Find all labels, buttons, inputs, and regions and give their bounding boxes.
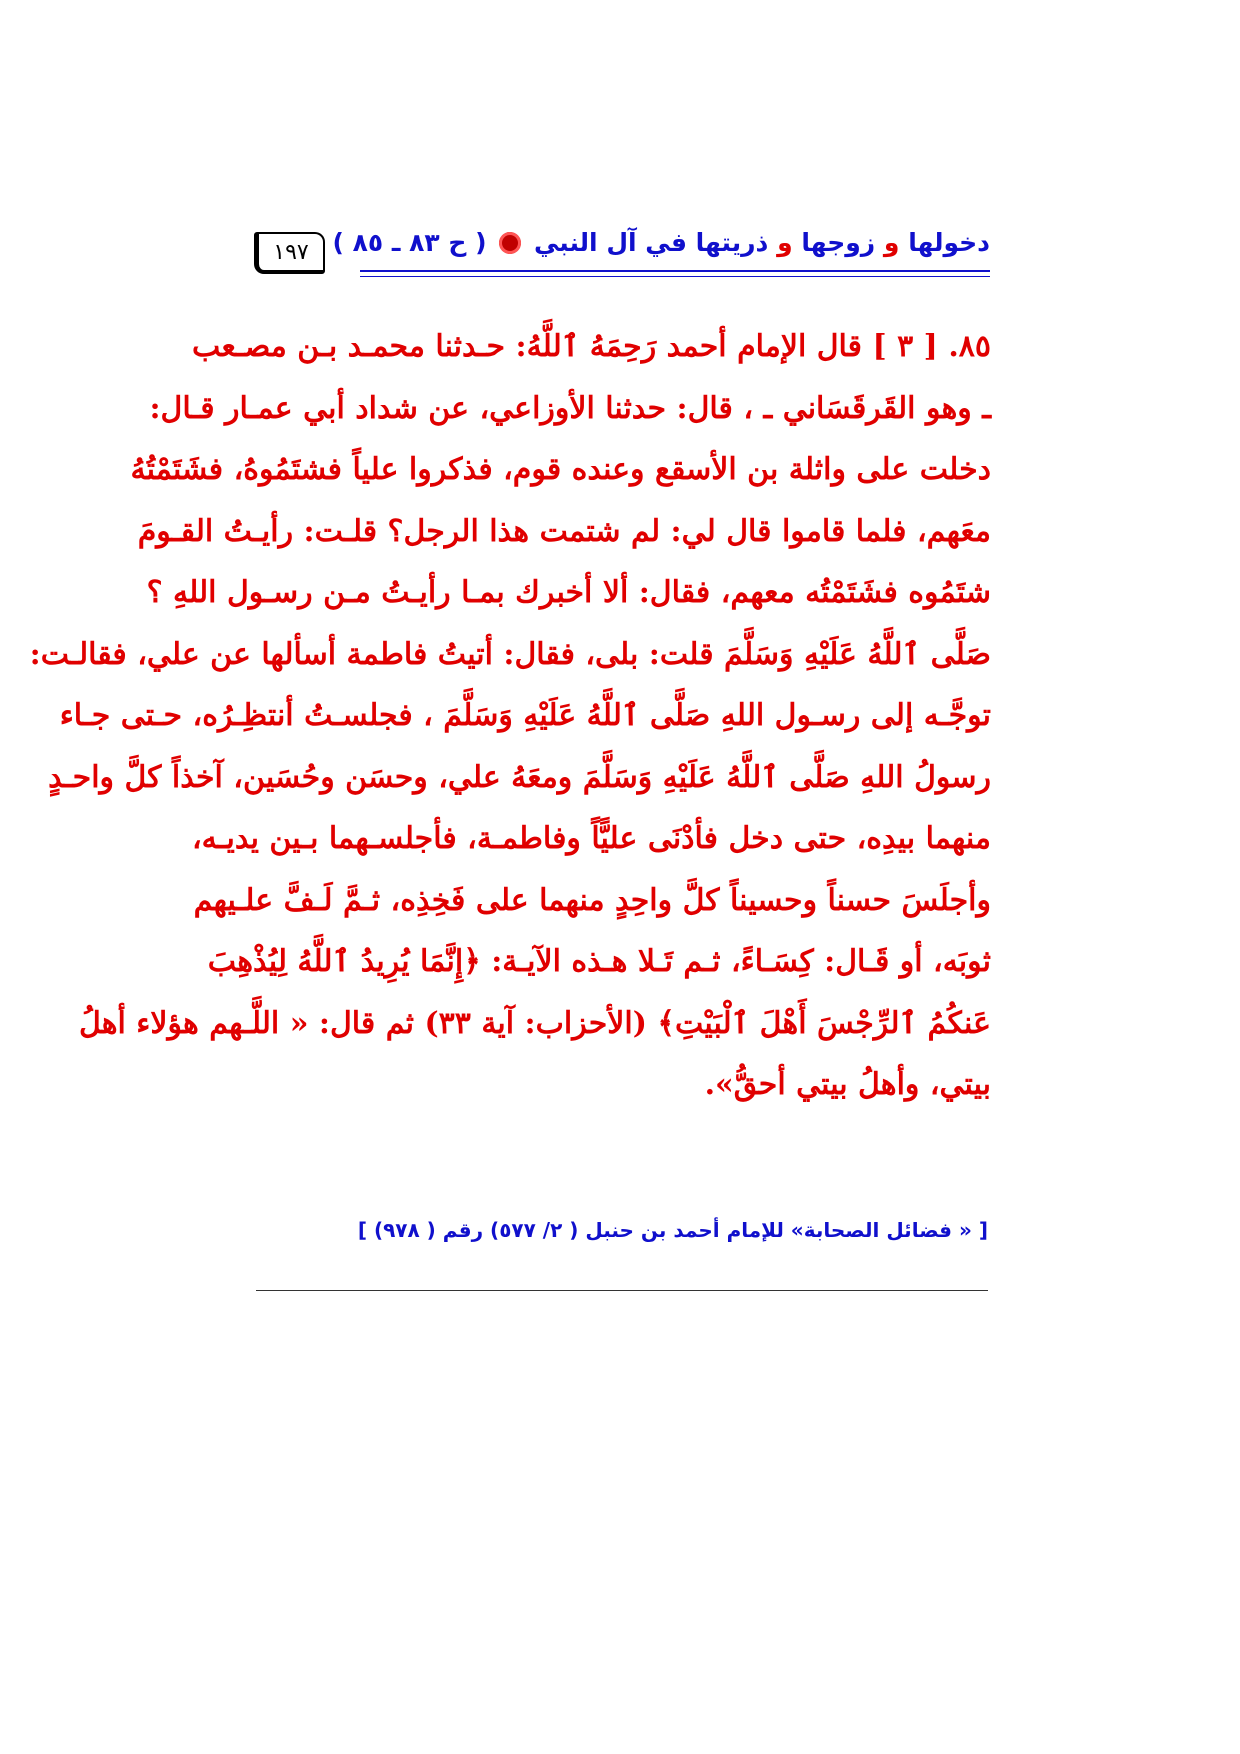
header-hadith-range: ( ح ٨٣ ـ ٨٥ ) — [332, 228, 487, 257]
text-line: دخلت على واثلة بن الأسقع وعنده قوم، فذكروا علياً فشتَمُوهُ، فشَتَمْتُهُ — [130, 452, 991, 487]
header-title-conj1: و — [883, 228, 900, 257]
text-line: رسولُ اللهِ صَلَّى ٱللَّهُ عَلَيْهِ وَسَلَّمَ ومعَهُ علي، وحسَن وحُسَين، آخذاً كلَّ واحـدٍ — [48, 759, 991, 795]
header-title-part3: ذريتها في آل النبي — [533, 228, 769, 257]
text-line: منهما بيدِه، حتى دخل فأدْنَى عليًّاً وفاطمـة، فأجلسـهما بـين يديـه، — [191, 821, 991, 856]
page-header — [252, 228, 990, 284]
header-title-conj2: و — [777, 228, 793, 257]
text-line: توجَّـه إلى رسـول اللهِ صَلَّى ٱللَّهُ عَلَيْهِ وَسَلَّمَ ، فجلسـتُ أنتظِـرُه، حـتى جـاء — [59, 698, 991, 733]
header-title-part2: زوجها — [801, 228, 876, 257]
page-number: ١٩٧ — [254, 232, 325, 274]
header-underline — [360, 270, 990, 272]
header-underline-thin — [360, 276, 990, 277]
text-line: ـ وهو القَرقَسَاني ـ ، قال: حدثنا الأوزاعي، عن شداد أبي عمـار قـال: — [149, 390, 991, 426]
text-line: شتَمُوه فشَتَمْتُه معهم، فقال: ألا أخبرك بمـا رأيـتُ مـن رسـول اللهِ ؟ — [146, 575, 991, 610]
text-line: بيتي، وأهلُ بيتي أحقُّ». — [704, 1067, 991, 1102]
bottom-divider — [256, 1290, 988, 1291]
honorific-seal-icon — [499, 232, 521, 254]
hadith-text — [29, 316, 991, 1116]
text-line: وأجلَسَ حسناً وحسيناً كلَّ واحِدٍ منهما على فَخِذِه، ثـمَّ لَـفَّ علـيهم — [193, 882, 991, 918]
text-line: ٨٥. [ ٣ ] قال الإمام أحمد رَحِمَهُ ٱللَّهُ: حـدثنا محمـد بـن مصـعب — [192, 329, 991, 364]
text-line: عَنكُمُ ٱلرِّجْسَ أَهْلَ ٱلْبَيْتِ﴾ (الأحزاب: آية ٣٣) ثم قال: « اللَّـهم هؤلاء أهلُ — [78, 1005, 991, 1041]
text-line: معَهم، فلما قاموا قال لي: لم شتمت هذا الرجل؟ قلـت: رأيـتُ القـومَ — [137, 513, 991, 549]
source-citation: [ « فضائل الصحابة» للإمام أحمد بن حنبل ( ٢/ ٥٧٧) رقم ( ٩٧٨) ] — [357, 1218, 988, 1242]
header-title — [333, 228, 990, 257]
text-line: ثوبَه، أو قَـال: كِسَـاءً، ثـم تَـلا هـذه الآيـة: ﴿إِنَّمَا يُرِيدُ ٱللَّهُ لِيُذْهِبَ — [207, 944, 991, 979]
text-line: صَلَّى ٱللَّهُ عَلَيْهِ وَسَلَّمَ قلت: بلى، فقال: أتيتُ فاطمة أسألها عن علي، فقالـت: — [29, 636, 991, 672]
header-title-part1: دخولها — [908, 228, 990, 257]
